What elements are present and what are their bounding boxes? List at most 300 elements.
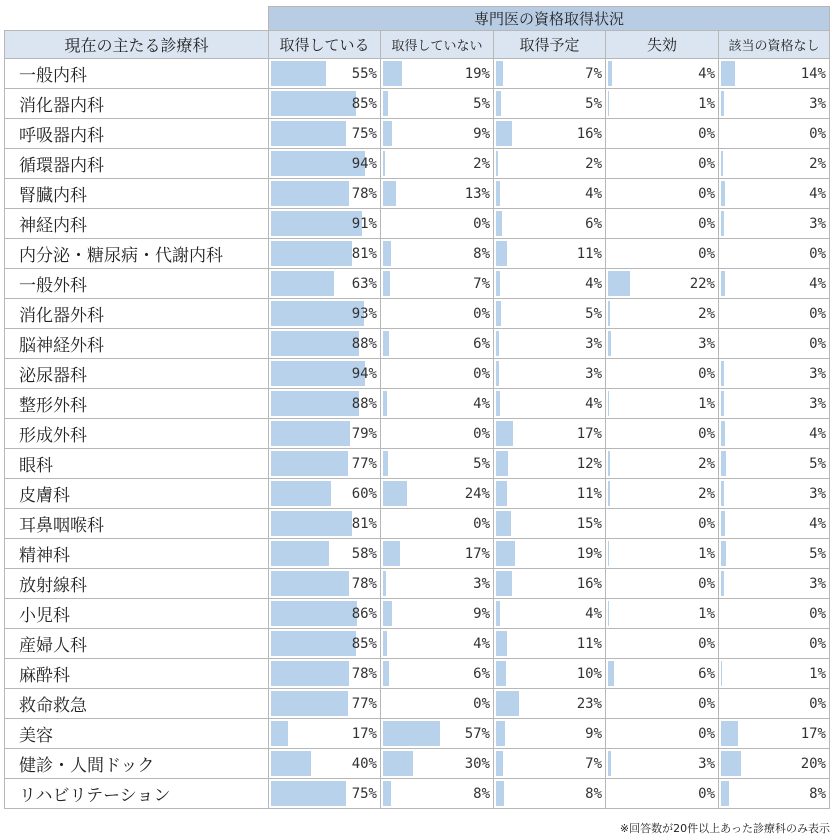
- value-cell: [719, 239, 830, 269]
- department-label: 救命救急: [5, 689, 269, 719]
- value-label: 19%: [464, 65, 490, 82]
- value-cell: [606, 389, 719, 419]
- value-cell: [719, 89, 830, 119]
- value-label: 6%: [585, 215, 602, 232]
- value-cell: [381, 149, 494, 179]
- table-row: [5, 779, 830, 809]
- value-label: 5%: [473, 95, 490, 112]
- value-label: 1%: [698, 95, 715, 112]
- value-cell: [269, 239, 381, 269]
- value-label: 4%: [473, 635, 490, 652]
- value-bar: [608, 301, 610, 326]
- value-bar: [383, 661, 389, 686]
- table-row: [5, 329, 830, 359]
- table-row: [5, 239, 830, 269]
- value-label: 88%: [351, 335, 377, 352]
- value-bar: [496, 721, 505, 746]
- value-bar: [496, 331, 499, 356]
- value-cell: [381, 419, 494, 449]
- value-cell: [606, 479, 719, 509]
- value-cell: [606, 59, 719, 89]
- department-label: 腎臓内科: [5, 179, 269, 209]
- value-label: 0%: [698, 125, 715, 142]
- value-cell: [269, 779, 381, 809]
- value-cell: [269, 539, 381, 569]
- value-label: 63%: [351, 275, 377, 292]
- value-bar: [496, 181, 500, 206]
- value-cell: [494, 539, 606, 569]
- value-cell: [494, 359, 606, 389]
- value-cell: [269, 89, 381, 119]
- value-label: 77%: [351, 695, 377, 712]
- value-cell: [269, 719, 381, 749]
- certification-table: [4, 6, 830, 809]
- value-bar: [496, 301, 501, 326]
- value-label: 13%: [464, 185, 490, 202]
- value-bar: [383, 781, 391, 806]
- value-cell: [606, 179, 719, 209]
- value-bar: [721, 91, 724, 116]
- value-bar: [271, 121, 346, 146]
- value-label: 2%: [698, 485, 715, 502]
- value-label: 1%: [698, 605, 715, 622]
- value-label: 0%: [698, 575, 715, 592]
- value-label: 2%: [698, 305, 715, 322]
- value-label: 77%: [351, 455, 377, 472]
- value-bar: [271, 481, 331, 506]
- table-row: [5, 629, 830, 659]
- value-label: 81%: [351, 515, 377, 532]
- value-cell: [381, 749, 494, 779]
- value-cell: [381, 299, 494, 329]
- value-label: 4%: [809, 515, 826, 532]
- value-label: 4%: [809, 185, 826, 202]
- value-label: 85%: [351, 635, 377, 652]
- value-bar: [721, 481, 724, 506]
- value-cell: [606, 659, 719, 689]
- value-label: 88%: [351, 395, 377, 412]
- value-label: 0%: [809, 635, 826, 652]
- value-cell: [494, 269, 606, 299]
- value-bar: [496, 91, 501, 116]
- value-label: 0%: [698, 785, 715, 802]
- value-cell: [494, 179, 606, 209]
- value-cell: [719, 329, 830, 359]
- table-row: [5, 599, 830, 629]
- value-cell: [494, 629, 606, 659]
- value-label: 3%: [809, 95, 826, 112]
- department-label: 泌尿器科: [5, 359, 269, 389]
- value-label: 75%: [351, 125, 377, 142]
- value-label: 3%: [585, 335, 602, 352]
- table-row: [5, 539, 830, 569]
- value-label: 94%: [351, 365, 377, 382]
- value-label: 60%: [351, 485, 377, 502]
- value-label: 11%: [576, 635, 602, 652]
- value-bar: [271, 661, 349, 686]
- value-label: 86%: [351, 605, 377, 622]
- value-bar: [383, 571, 386, 596]
- value-label: 78%: [351, 185, 377, 202]
- value-cell: [494, 779, 606, 809]
- value-bar: [721, 451, 726, 476]
- value-cell: [381, 449, 494, 479]
- column-header: 取得していない: [381, 31, 494, 59]
- value-label: 0%: [473, 365, 490, 382]
- value-cell: [606, 239, 719, 269]
- value-cell: [381, 719, 494, 749]
- value-cell: [494, 149, 606, 179]
- value-label: 0%: [809, 605, 826, 622]
- value-label: 93%: [351, 305, 377, 322]
- value-bar: [383, 481, 407, 506]
- value-label: 22%: [689, 275, 715, 292]
- department-label: 放射線科: [5, 569, 269, 599]
- value-cell: [381, 329, 494, 359]
- value-cell: [494, 569, 606, 599]
- value-cell: [719, 119, 830, 149]
- value-cell: [606, 209, 719, 239]
- value-cell: [606, 779, 719, 809]
- value-bar: [496, 691, 519, 716]
- value-cell: [381, 389, 494, 419]
- value-cell: [719, 629, 830, 659]
- value-label: 4%: [585, 185, 602, 202]
- value-label: 15%: [576, 515, 602, 532]
- value-bar: [496, 601, 500, 626]
- value-label: 0%: [698, 725, 715, 742]
- value-label: 2%: [809, 155, 826, 172]
- value-cell: [269, 209, 381, 239]
- value-label: 3%: [698, 335, 715, 352]
- department-label: 精神科: [5, 539, 269, 569]
- value-cell: [381, 179, 494, 209]
- value-label: 5%: [809, 455, 826, 472]
- value-bar: [496, 631, 507, 656]
- value-cell: [494, 209, 606, 239]
- table-row: [5, 389, 830, 419]
- value-cell: [719, 449, 830, 479]
- value-label: 0%: [473, 695, 490, 712]
- value-label: 3%: [809, 365, 826, 382]
- value-cell: [606, 269, 719, 299]
- value-cell: [269, 509, 381, 539]
- value-bar: [271, 241, 352, 266]
- value-bar: [383, 721, 440, 746]
- value-bar: [496, 511, 511, 536]
- value-cell: [269, 689, 381, 719]
- value-bar: [496, 241, 507, 266]
- value-cell: [381, 359, 494, 389]
- value-label: 0%: [698, 635, 715, 652]
- value-cell: [719, 749, 830, 779]
- value-cell: [719, 209, 830, 239]
- value-bar: [496, 751, 503, 776]
- value-bar: [496, 391, 500, 416]
- value-bar: [608, 271, 630, 296]
- value-bar: [496, 361, 499, 386]
- value-cell: [494, 419, 606, 449]
- value-label: 94%: [351, 155, 377, 172]
- value-label: 0%: [698, 695, 715, 712]
- value-cell: [494, 389, 606, 419]
- value-bar: [721, 391, 724, 416]
- value-label: 17%: [800, 725, 826, 742]
- value-label: 55%: [351, 65, 377, 82]
- value-label: 8%: [473, 245, 490, 262]
- column-header: 失効: [606, 31, 719, 59]
- value-cell: [719, 719, 830, 749]
- value-label: 78%: [351, 575, 377, 592]
- value-label: 0%: [473, 215, 490, 232]
- department-label: 形成外科: [5, 419, 269, 449]
- value-bar: [608, 331, 611, 356]
- value-label: 85%: [351, 95, 377, 112]
- value-label: 58%: [351, 545, 377, 562]
- value-label: 79%: [351, 425, 377, 442]
- value-bar: [496, 121, 512, 146]
- value-label: 3%: [809, 575, 826, 592]
- value-cell: [381, 599, 494, 629]
- value-cell: [381, 779, 494, 809]
- value-cell: [719, 419, 830, 449]
- value-cell: [719, 299, 830, 329]
- department-label: 脳神経外科: [5, 329, 269, 359]
- value-bar: [383, 631, 387, 656]
- value-cell: [494, 89, 606, 119]
- value-bar: [608, 751, 611, 776]
- value-cell: [269, 329, 381, 359]
- value-bar: [271, 91, 356, 116]
- table-row: [5, 659, 830, 689]
- value-bar: [271, 541, 329, 566]
- value-label: 17%: [464, 545, 490, 562]
- value-bar: [271, 631, 356, 656]
- value-cell: [381, 659, 494, 689]
- value-label: 17%: [351, 725, 377, 742]
- value-label: 12%: [576, 455, 602, 472]
- value-label: 91%: [351, 215, 377, 232]
- value-bar: [608, 661, 614, 686]
- value-cell: [269, 659, 381, 689]
- department-label: 呼吸器内科: [5, 119, 269, 149]
- value-bar: [721, 271, 725, 296]
- value-bar: [496, 781, 504, 806]
- value-label: 7%: [473, 275, 490, 292]
- value-bar: [496, 151, 498, 176]
- value-cell: [269, 629, 381, 659]
- value-label: 3%: [473, 575, 490, 592]
- group-header: 専門医の資格取得状況: [269, 7, 830, 31]
- value-bar: [721, 511, 725, 536]
- value-bar: [608, 541, 609, 566]
- value-cell: [494, 599, 606, 629]
- value-bar: [496, 541, 515, 566]
- department-label: 一般内科: [5, 59, 269, 89]
- value-bar: [383, 91, 388, 116]
- value-cell: [494, 299, 606, 329]
- value-cell: [269, 299, 381, 329]
- value-bar: [721, 781, 729, 806]
- value-cell: [269, 449, 381, 479]
- value-cell: [381, 629, 494, 659]
- value-bar: [721, 571, 724, 596]
- value-bar: [496, 211, 502, 236]
- value-label: 1%: [809, 665, 826, 682]
- column-header: 該当の資格なし: [719, 31, 830, 59]
- value-label: 9%: [473, 605, 490, 622]
- table-row: [5, 569, 830, 599]
- table-row: [5, 719, 830, 749]
- value-label: 0%: [698, 425, 715, 442]
- value-bar: [496, 451, 508, 476]
- value-cell: [494, 239, 606, 269]
- value-label: 11%: [576, 485, 602, 502]
- row-header: 現在の主たる診療科: [5, 31, 269, 59]
- value-cell: [719, 779, 830, 809]
- value-bar: [496, 421, 513, 446]
- value-cell: [381, 59, 494, 89]
- value-bar: [496, 661, 506, 686]
- value-label: 2%: [473, 155, 490, 172]
- value-cell: [381, 209, 494, 239]
- value-cell: [606, 689, 719, 719]
- value-bar: [271, 451, 348, 476]
- value-bar: [383, 241, 391, 266]
- value-bar: [271, 181, 349, 206]
- value-cell: [606, 299, 719, 329]
- value-bar: [608, 451, 610, 476]
- value-bar: [271, 721, 288, 746]
- table-row: [5, 179, 830, 209]
- value-bar: [271, 691, 348, 716]
- column-header: 取得予定: [494, 31, 606, 59]
- value-label: 4%: [473, 395, 490, 412]
- value-label: 0%: [473, 515, 490, 532]
- value-label: 2%: [698, 455, 715, 472]
- value-bar: [496, 61, 503, 86]
- table-row: [5, 59, 830, 89]
- value-cell: [269, 479, 381, 509]
- value-label: 16%: [576, 125, 602, 142]
- value-label: 9%: [473, 125, 490, 142]
- table-row: [5, 509, 830, 539]
- value-label: 10%: [576, 665, 602, 682]
- value-bar: [271, 781, 346, 806]
- value-bar: [271, 331, 359, 356]
- value-label: 11%: [576, 245, 602, 262]
- value-label: 81%: [351, 245, 377, 262]
- value-cell: [269, 749, 381, 779]
- value-label: 0%: [698, 515, 715, 532]
- value-label: 24%: [464, 485, 490, 502]
- value-label: 7%: [585, 755, 602, 772]
- value-label: 16%: [576, 575, 602, 592]
- value-bar: [608, 481, 610, 506]
- value-cell: [606, 719, 719, 749]
- corner-blank: [5, 7, 269, 31]
- value-bar: [496, 481, 507, 506]
- value-cell: [606, 119, 719, 149]
- value-cell: [269, 389, 381, 419]
- department-label: 一般外科: [5, 269, 269, 299]
- value-cell: [381, 509, 494, 539]
- table-row: [5, 269, 830, 299]
- value-label: 78%: [351, 665, 377, 682]
- value-bar: [271, 271, 334, 296]
- value-cell: [381, 569, 494, 599]
- table-row: [5, 419, 830, 449]
- department-label: 産婦人科: [5, 629, 269, 659]
- value-label: 6%: [473, 335, 490, 352]
- value-bar: [271, 601, 357, 626]
- table-row: [5, 119, 830, 149]
- value-cell: [719, 59, 830, 89]
- value-bar: [383, 121, 392, 146]
- value-bar: [271, 571, 349, 596]
- value-cell: [606, 509, 719, 539]
- value-cell: [269, 149, 381, 179]
- value-cell: [494, 119, 606, 149]
- value-label: 8%: [585, 785, 602, 802]
- value-cell: [381, 539, 494, 569]
- value-bar: [383, 541, 400, 566]
- value-cell: [606, 599, 719, 629]
- value-label: 1%: [698, 545, 715, 562]
- value-bar: [271, 511, 352, 536]
- table-row: [5, 89, 830, 119]
- value-label: 6%: [473, 665, 490, 682]
- value-label: 4%: [585, 395, 602, 412]
- value-label: 0%: [809, 695, 826, 712]
- footnote: ※回答数が20件以上あった診療科のみ表示: [619, 822, 830, 835]
- value-cell: [269, 599, 381, 629]
- department-label: 眼科: [5, 449, 269, 479]
- value-cell: [719, 569, 830, 599]
- value-cell: [494, 659, 606, 689]
- department-label: 皮膚科: [5, 479, 269, 509]
- value-bar: [496, 571, 512, 596]
- value-label: 14%: [800, 65, 826, 82]
- table-row: [5, 209, 830, 239]
- department-label: 消化器内科: [5, 89, 269, 119]
- column-header: 取得している: [269, 31, 381, 59]
- department-label: 神経内科: [5, 209, 269, 239]
- value-bar: [383, 181, 396, 206]
- value-cell: [494, 689, 606, 719]
- value-cell: [606, 89, 719, 119]
- value-label: 0%: [473, 425, 490, 442]
- table-row: [5, 749, 830, 779]
- department-label: 循環器内科: [5, 149, 269, 179]
- value-bar: [271, 421, 350, 446]
- value-label: 1%: [698, 395, 715, 412]
- value-cell: [719, 149, 830, 179]
- value-bar: [721, 151, 723, 176]
- value-cell: [719, 509, 830, 539]
- value-bar: [721, 361, 724, 386]
- value-bar: [383, 61, 402, 86]
- value-label: 23%: [576, 695, 602, 712]
- value-label: 3%: [698, 755, 715, 772]
- value-label: 4%: [585, 275, 602, 292]
- table-row: [5, 149, 830, 179]
- value-bar: [608, 391, 609, 416]
- value-cell: [494, 59, 606, 89]
- value-cell: [269, 419, 381, 449]
- table-row: [5, 689, 830, 719]
- value-cell: [606, 419, 719, 449]
